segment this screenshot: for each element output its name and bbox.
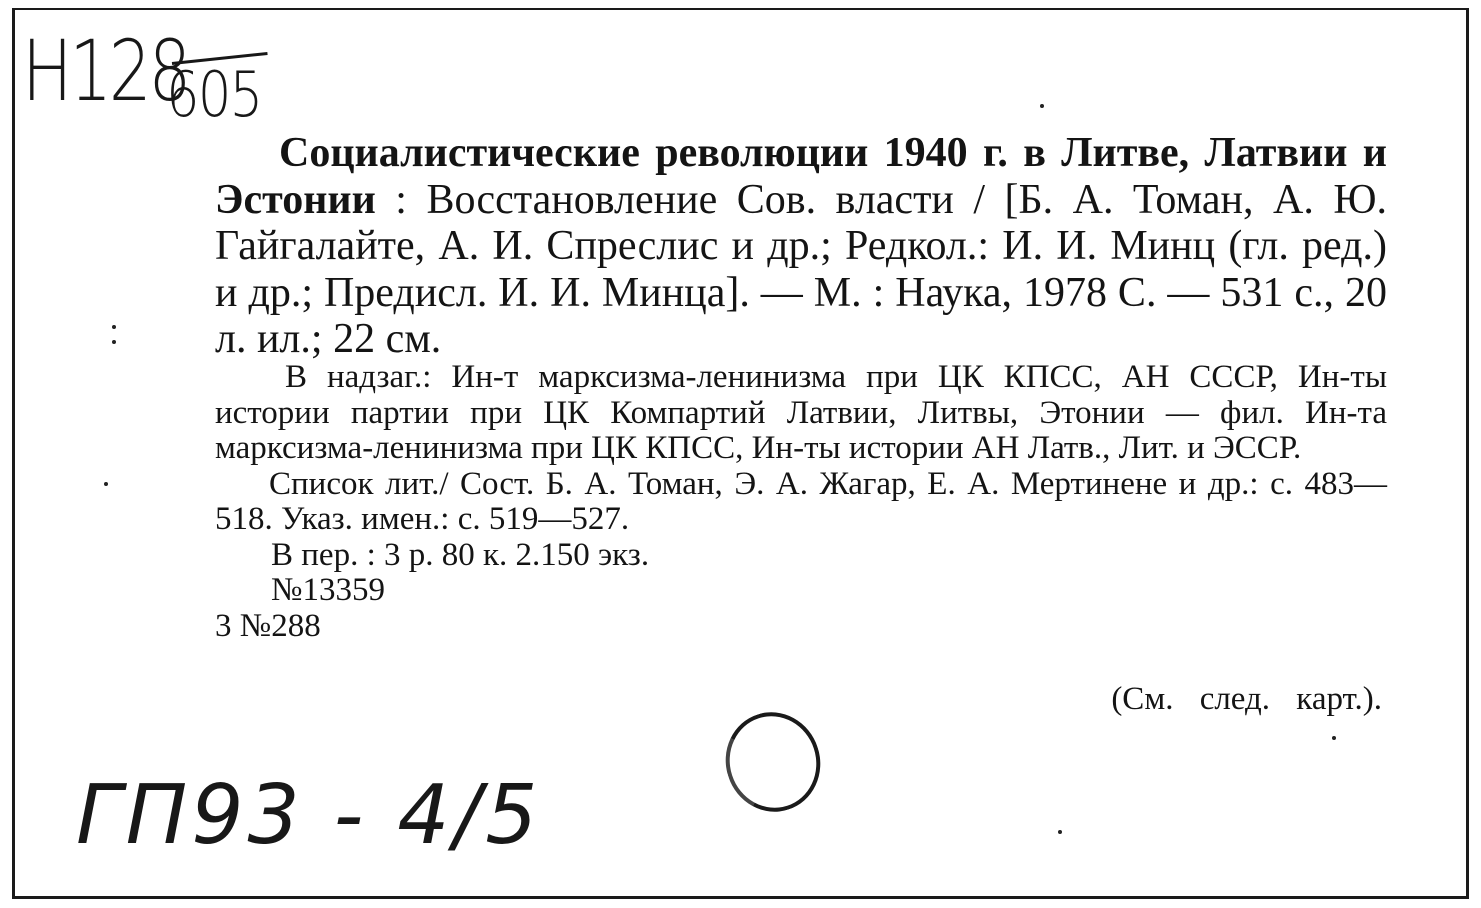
speck [1332, 736, 1336, 740]
card-notes [215, 360, 1387, 644]
bibliography-note: Список лит./ Сост. Б. А. Томан, Э. А. Жагар, Е. А. Мертинене и др.: с. 483—518. Указ. имен.: с. 519—527. [215, 465, 1387, 537]
price-note: В пер. : 3 р. 80 к. 2.150 экз. [271, 536, 650, 573]
inventory-number: ГП93 - 4/5 [76, 768, 542, 863]
title-bold: Социалистические революции 1940 г. в Литве, Латвии и Эстонии [215, 130, 1387, 223]
card-number: №13359 [271, 572, 385, 608]
speck [112, 340, 116, 344]
speck [1040, 104, 1044, 108]
order-number: 3 №288 [215, 607, 321, 644]
speck [104, 482, 108, 486]
bibliographic-description [215, 130, 1387, 363]
shelf-code: Н128 [22, 22, 188, 120]
speck [1058, 830, 1062, 834]
shelf-code-sub: 605 [166, 58, 262, 131]
see-next-card: (См. след. карт.). [1111, 681, 1382, 717]
header-note: В надзаг.: Ин-т марксизма-ленинизма при ЦК КПСС, АН СССР, Ин-ты истории партии при ЦК Компартий Латвии, Литвы, Этонии — фил. Ин-та марксизма-ленинизма при ЦК КПСС, Ин-ты истории АН Латв., Лит. и ЭССР. [215, 359, 1387, 466]
title-rest: : Восстановление Сов. власти / [Б. А. Томан, А. Ю. Гайгалайте, А. И. Спреслис и др.; Редкол.: И. И. Минц (гл. ред.) и др.; Предисл. И. И. Минца]. — М. : Наука, 1978 С. — 531 с., 20 л. ил.; 22 см. [215, 176, 1387, 362]
speck [112, 325, 116, 329]
